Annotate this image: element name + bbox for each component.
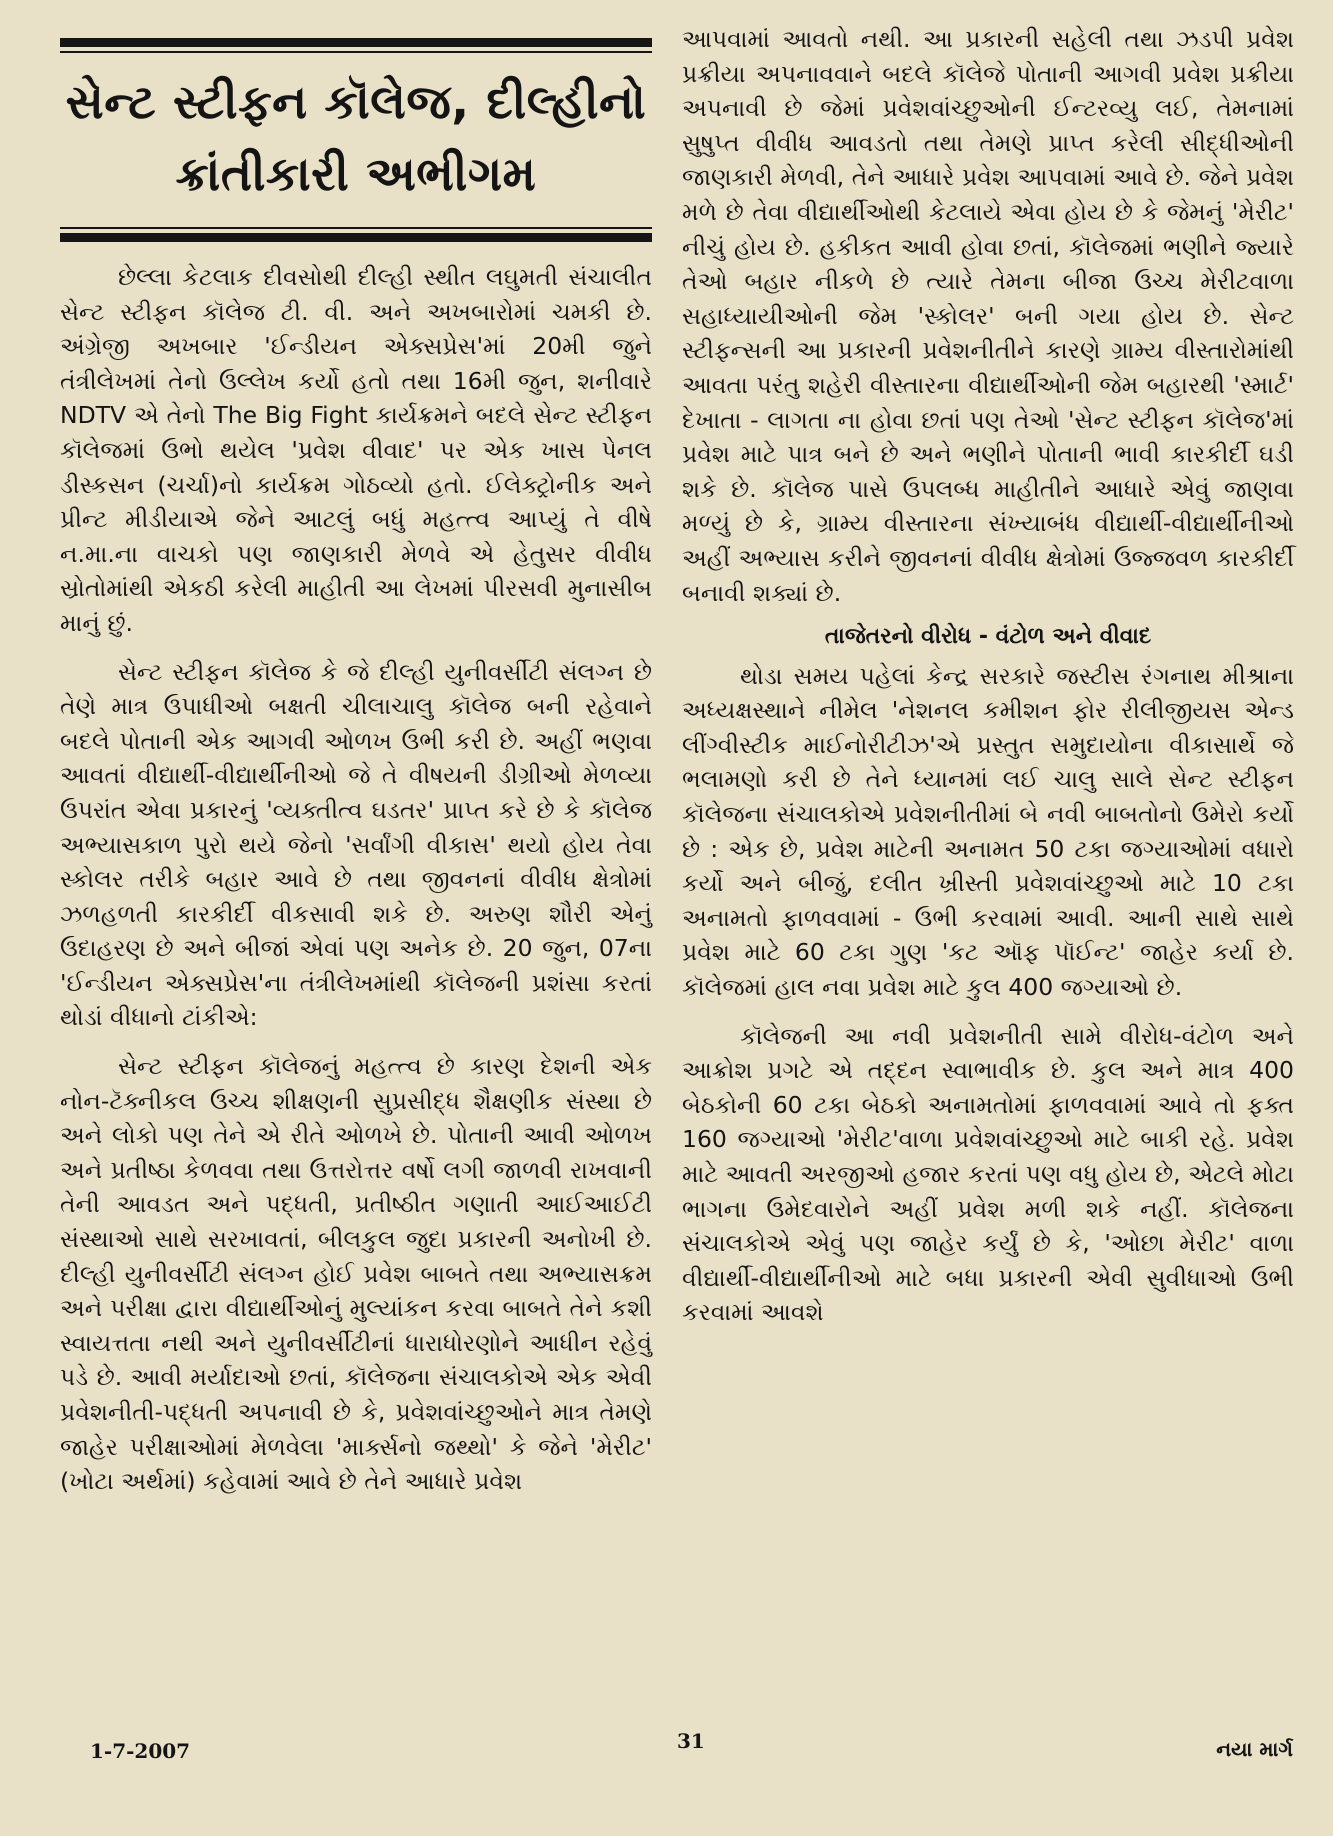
paragraph-admission-process: આપવામાં આવતો નથી. આ પ્રકારની સહેલી તથા ઝડપી પ્રવેશ પ્રક્રીયા અપનાવવાને બદલે કૉલેજે પોતાની આગવી પ્રવેશ પ્રક્રીયા અપનાવી છે જેમાં પ્રવેશવાંચ્છુઓની ઈન્ટરવ્યુ લઈ, તેમનામાં સુષુપ્ત વીવીધ આવડતો તથા તેમણે પ્રાપ્ત કરેલી સીદ્ધીઓની જાણકારી મેળવી, તેને આધારે પ્રવેશ આપવામાં આવે છે. જેને પ્રવેશ મળે છે તેવા વીદ્યાર્થીઓથી કેટલાયે એવા હોય છે કે જેમનું 'મેરીટ' નીચું હોય છે. હકીકત આવી હોવા છતાં, કૉલેજમાં ભણીને જ્યારે તેઓ બહાર નીકળે છે ત્યારે તેમના બીજા ઉચ્ચ મેરીટવાળા સહાધ્યાયીઓની જેમ 'સ્કોલર' બની ગયા હોય છે. સેન્ટ સ્ટીફન્સની આ પ્રકારની પ્રવેશનીતીને કારણે ગ્રામ્ય વીસ્તારોમાંથી આવતા પરંતુ શહેરી વીસ્તારના વીદ્યાર્થીઓની જેમ બહારથી 'સ્માર્ટ' દેખાતા - લાગતા ના હોવા છતાં પણ તેઓ 'સેન્ટ સ્ટીફન કૉલેજ'માં પ્રવેશ માટે પાત્ર બને છે અને ભણીને પોતાની ભાવી કારકીર્દી ઘડી શકે છે. કૉલેજ પાસે ઉપલબ્ધ માહીતીને આધારે એવું જાણવા મળ્યું છે કે, ગ્રામ્ય વીસ્તારના સંખ્યાબંધ વીદ્યાર્થી-વીદ્યાર્થીનીઓ અહીં અભ્યાસ કરીને જીવનનાં વીવીધ ક્ષેત્રોમાં ઉજ્જવળ કારકીર્દી બનાવી શક્યાં છે. bbox=[682, 25, 1294, 607]
title-line-2: ક્રાંતીકારી અભીગમ bbox=[175, 147, 537, 202]
paragraph-editorial-quote: સેન્ટ સ્ટીફન કૉલેજનું મહત્ત્વ છે કારણ દેશની એક નોન-ટૅક્નીકલ ઉચ્ચ શીક્ષણની સુપ્રસીદ્ધ શૈક્ષણીક સંસ્થા છે અને લોકો પણ તેને એ રીતે ઓળખે છે. પોતાની આવી ઓળખ અને પ્રતીષ્ઠા કેળવવા તથા ઉત્તરોત્તર વર્ષો લગી જાળવી રાખવાની તેની આવડત અને પદ્ધતી, પ્રતીષ્ઠીત ગણાતી આઈઆઈટી સંસ્થાઓ સાથે સરખાવતાં, બીલકુલ જુદા પ્રકારની અનોખી છે. દીલ્હી યુનીવર્સીટી સંલગ્ન હોઈ પ્રવેશ બાબતે તથા અભ્યાસક્રમ અને પરીક્ષા દ્વારા વીદ્યાર્થીઓનું મુલ્યાંકન કરવા બાબતે તેને કશી સ્વાયત્તતા નથી અને યુનીવર્સીટીનાં ધારાધોરણોને આધીન રહેવું પડે છે. આવી મર્યાદાઓ છતાં, કૉલેજના સંચાલકોએ એક એવી પ્રવેશનીતી-પદ્ધતી અપનાવી છે કે, પ્રવેશવાંચ્છુઓને માત્ર તેમણે જાહેર પરીક્ષાઓમાં મેળવેલા 'માર્ક્સનો જથ્થો' કે જેને 'મેરીટ' (ખોટા અર્થમાં) કહેવામાં આવે છે તેને આધારે પ્રવેશ bbox=[60, 1052, 652, 1496]
paragraph-college-identity: સેન્ટ સ્ટીફન કૉલેજ કે જે દીલ્હી યુનીવર્સીટી સંલગ્ન છે તેણે માત્ર ઉપાધીઓ બક્ષતી ચીલાચાલુ કૉલેજ બની રહેવાને બદલે પોતાની એક આગવી ઓળખ ઉભી કરી છે. અહીં ભણવા આવતાં વીદ્યાર્થી-વીદ્યાર્થીનીઓ જે તે વીષયની ડીગ્રીઓ મેળવ્યા ઉપરાંત એવા પ્રકારનું 'વ્યક્તીત્વ ઘડતર' પ્રાપ્ત કરે છે કે કૉલેજ અભ્યાસકાળ પુરો થયે જેનો 'સર્વાંગી વીકાસ' થયો હોય તેવા સ્કોલર તરીકે બહાર આવે છે તથા જીવનનાં વીવીધ ક્ષેત્રોમાં ઝળહળતી કારકીર્દી વીકસાવી શકે છે. અરુણ શૌરી એનું ઉદાહરણ છે અને બીજાં એવાં પણ અનેક છે. 20 જુન, 07ના 'ઈન્ડીયન એક્સપ્રેસ'ના તંત્રીલેખમાંથી કૉલેજની પ્રશંસા કરતાં થોડાં વીધાનો ટાંકીએ: bbox=[60, 657, 652, 1032]
paragraph-protest: કૉલેજની આ નવી પ્રવેશનીતી સામે વીરોધ-વંટોળ અને આક્રોશ પ્રગટે એ તદ્દન સ્વાભાવીક છે. કુલ અને માત્ર 400 બેઠકોની 60 ટકા બેઠકો અનામતોમાં ફાળવવામાં આવે તો ફક્ત 160 જગ્યાઓ 'મેરીટ'વાળા પ્રવેશવાંચ્છુઓ માટે બાકી રહે. પ્રવેશ માટે આવતી અરજીઓ હજાર કરતાં પણ વધુ હોય છે, એટલે મોટા ભાગના ઉમેદવારોને અહીં પ્રવેશ મળી શકે નહીં. કૉલેજના સંચાલકોએ એવું પણ જાહેર કર્યું છે કે, 'ઓછા મેરીટ' વાળા વીદ્યાર્થી-વીદ્યાર્થીનીઓ માટે બધા પ્રકારની એવી સુવીધાઓ ઉભી કરવામાં આવશે bbox=[682, 1021, 1294, 1327]
article-title bbox=[60, 67, 652, 211]
left-column bbox=[60, 0, 652, 1499]
page-number: 31 bbox=[677, 1729, 705, 1753]
paragraph-intro: છેલ્લા કેટલાક દીવસોથી દીલ્હી સ્થીત લઘુમતી સંચાલીત સેન્ટ સ્ટીફન કૉલેજ ટી. વી. અને અખબારોમાં ચમકી છે. અંગ્રેજી અખબાર 'ઈન્ડીયન એક્સપ્રેસ'માં 20મી જુને તંત્રીલેખમાં તેનો ઉલ્લેખ કર્યો હતો તથા 16મી જુન, શનીવારે NDTV એ તેનો The Big Fight કાર્યક્રમને બદલે સેન્ટ સ્ટીફન કૉલેજમાં ઉભો થયેલ 'પ્રવેશ વીવાદ' પર એક ખાસ પેનલ ડીસ્કસન (ચર્ચા)નો કાર્યક્રમ ગોઠવ્યો હતો. ઈલેક્ટ્રોનીક અને પ્રીન્ટ મીડીયાએ જેને આટલું બધું મહત્ત્વ આપ્યું તે વીષે ન.મા.ના વાચકો પણ જાણકારી મેળવે એ હેતુસર વીવીધ સ્રોતોમાંથી એકઠી કરેલી માહીતી આ લેખમાં પીરસવી મુનાસીબ માનું છું. bbox=[60, 263, 652, 637]
title-bottom-rule-thin bbox=[60, 227, 652, 229]
title-line-1: સેન્ટ સ્ટીફન કૉલેજ, દીલ્હીનો bbox=[65, 75, 647, 130]
title-block bbox=[60, 38, 652, 242]
section-subheading: તાજેતરનો વીરોધ - વંટોળ અને વીવાદ bbox=[824, 624, 1152, 650]
paragraph-new-policy: થોડા સમય પહેલાં કેન્દ્ર સરકારે જસ્ટીસ રંગનાથ મીશ્રાના અધ્યક્ષસ્થાને નીમેલ 'નેશનલ કમીશન ફોર રીલીજીયસ એન્ડ લીંગ્વીસ્ટીક માઈનોરીટીઝ'એ પ્રસ્તુત સમુદાયોના વીકાસાર્થે જે ભલામણો કરી છે તેને ધ્યાનમાં લઈ ચાલુ સાલે સેન્ટ સ્ટીફન કૉલેજના સંચાલકોએ પ્રવેશનીતીમાં બે નવી બાબતોનો ઉમેરો કર્યો છે : એક છે, પ્રવેશ માટેની અનામત 50 ટકા જગ્યાઓમાં વધારો કર્યો અને બીજું, દલીત ખ્રીસ્તી પ્રવેશવાંચ્છુઓ માટે 10 ટકા અનામતો ફાળવવામાં - ઉભી કરવામાં આવી. આની સાથે સાથે પ્રવેશ માટે 60 ટકા ગુણ 'કટ ઑફ પૉઈન્ટ' જાહેર કર્યા છે. કૉલેજમાં હાલ નવા પ્રવેશ માટે કુલ 400 જગ્યાઓ છે. bbox=[682, 661, 1294, 1002]
right-column bbox=[682, 22, 1294, 1330]
magazine-name: નયા માર્ગ bbox=[1216, 1737, 1293, 1761]
page-footer bbox=[0, 1729, 1333, 1779]
title-top-rule-thin bbox=[60, 51, 652, 53]
title-bottom-rule-thick bbox=[60, 233, 652, 242]
title-top-rule-thick bbox=[60, 38, 652, 47]
issue-date: 1-7-2007 bbox=[90, 1739, 191, 1763]
